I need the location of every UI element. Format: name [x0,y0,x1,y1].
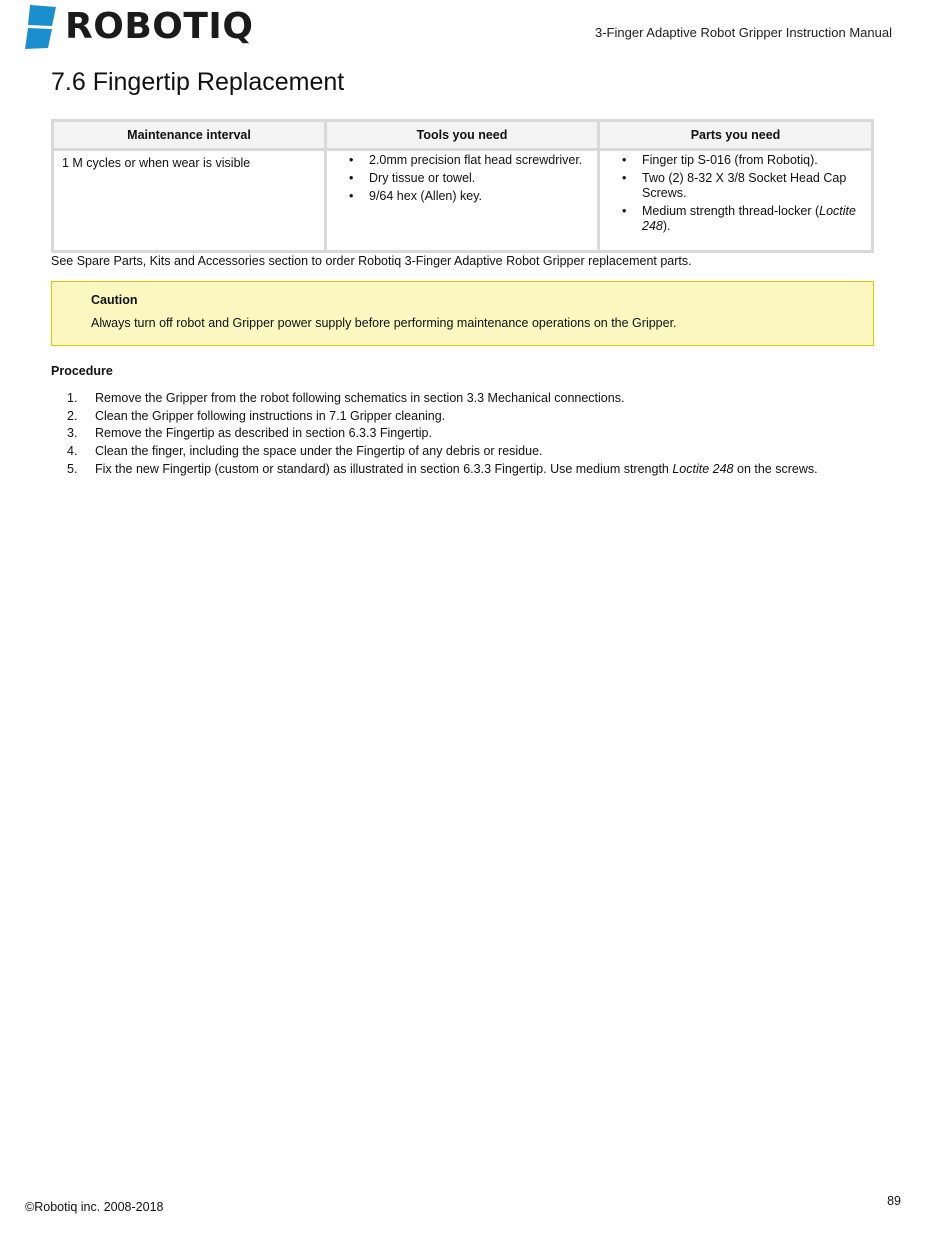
part-text: Medium strength thread-locker ( [642,204,820,218]
section-heading: 7.6 Fingertip Replacement [51,68,345,96]
list-item: • Two (2) 8-32 X 3/8 Socket Head Cap Screws. [642,171,863,201]
caution-text: Always turn off robot and Gripper power supply before performing maintenance operations on the Gripper. [91,316,677,330]
page-number: 89 [887,1194,901,1208]
step-text: Remove the Fingertip as described in section 6.3.3 Fingertip. [95,426,432,441]
parts-cell [599,150,873,252]
spare-parts-note: See Spare Parts, Kits and Accessories section to order Robotiq 3-Finger Adaptive Robot Gripper replacement parts. [51,254,692,268]
maintenance-table [51,119,874,253]
list-item [51,426,818,444]
step-number: 4. [67,444,78,459]
step-text [95,462,818,480]
step-number: 5. [67,461,78,476]
table-header-row [53,121,873,150]
logo-wordmark: ROBOTIQ [65,6,254,47]
parts-list [608,153,863,234]
part-text: ). [662,219,671,233]
procedure-heading: Procedure [51,364,113,378]
procedure-steps [51,391,818,479]
list-item: • 9/64 hex (Allen) key. [369,189,589,204]
tools-cell [326,150,599,252]
header-maintenance-interval: Maintenance interval [53,121,326,150]
robotiq-logo [25,4,253,50]
step-italic-text: Loctite 248 [672,461,734,476]
step-text: Remove the Gripper from the robot following schematics in section 3.3 Mechanical connections. [95,391,625,405]
caution-box [51,281,874,346]
caution-title: Caution [91,293,138,307]
list-item [51,391,818,409]
part-italic-text: Loctite 248 [642,204,856,233]
step-text: Clean the Gripper following instructions in 7.1 Gripper cleaning. [95,408,446,423]
step-number: 2. [67,408,78,423]
list-item: • Finger tip S-016 (from Robotiq). [642,153,863,168]
header-tools: Tools you need [326,121,599,150]
step-text-part: Fix the new Fingertip (custom or standard) as illustrated in section 6.3.3 Fingertip. Use medium strength [95,461,673,476]
list-item: • Dry tissue or towel. [369,171,589,186]
interval-cell [53,150,326,252]
tools-list [335,153,589,204]
list-item: • 2.0mm precision flat head screwdriver. [369,153,589,168]
interval-text: 1 M cycles or when wear is visible [62,156,251,170]
list-item [51,462,818,480]
list-item [51,444,818,462]
step-number: 3. [67,426,78,441]
footer-copyright: ©Robotiq inc. 2008-2018 [25,1200,164,1214]
step-text: Clean the finger, including the space under the Fingertip of any debris or residue. [95,444,543,459]
header-parts: Parts you need [599,121,873,150]
step-text-part: on the screws. [733,461,818,476]
document-title: 3-Finger Adaptive Robot Gripper Instruction Manual [595,25,892,40]
robotiq-logo-mark-icon [25,4,59,50]
list-item [51,409,818,427]
step-number: 1. [67,391,78,405]
table-row [53,150,873,252]
list-item [642,204,863,234]
